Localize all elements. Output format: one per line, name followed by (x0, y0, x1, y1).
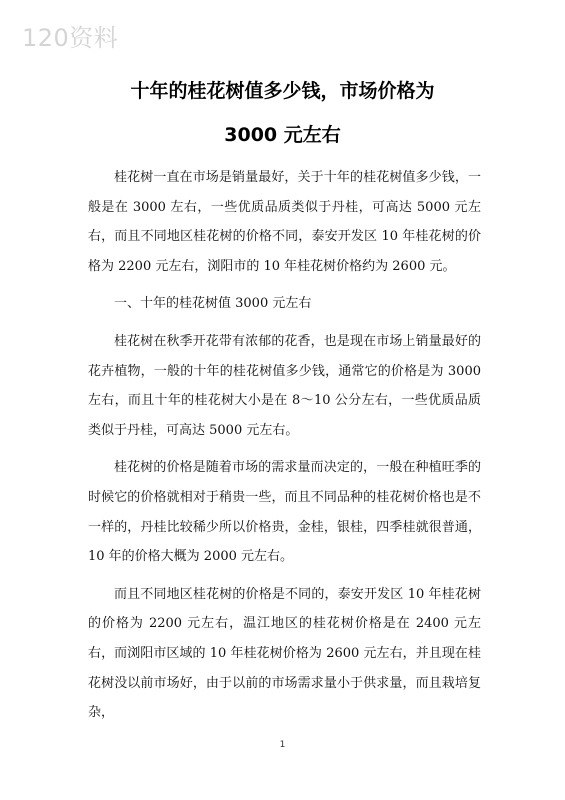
document-title-line-1: 十年的桂花树值多少钱，市场价格为 (130, 80, 435, 102)
page-number: 1 (279, 740, 286, 750)
paragraph-intro: 桂花树一直在市场是销量最好，关于十年的桂花树值多少钱，一般是在 3000 左右，一些优质品质类似于丹桂，可高达 5000 元左右，而且不同地区桂花树的价格不同，泰安开发区 10 年桂花树的价格为 2200 元左右，浏阳市的 10 年桂花树价格约为 2600 元。 (88, 170, 481, 274)
document-body (88, 163, 481, 736)
paragraph-4: 而且不同地区桂花树的价格是不同的，泰安开发区 10 年桂花树的价格为 2200 元左右，温江地区的桂花树价格是在 2400 元左右，而浏阳市区域的 10 年桂花树价格为 2600 元左右，并且现在桂花树没以前市场好，由于以前的市场需求量小于供求量，而且栽培复杂， (88, 586, 481, 721)
watermark: 120资料 (22, 24, 119, 52)
paragraph-3: 桂花树的价格是随着市场的需求量而决定的，一般在种植旺季的时候它的价格就相对于稍贵一些，而且不同品种的桂花树价格也是不一样的，丹桂比较稀少所以价格贵，金桂，银桂，四季桂就很普通，10 年的价格大概为 2000 元左右。 (88, 460, 481, 565)
paragraph-2: 桂花树在秋季开花带有浓郁的花香，也是现在市场上销量最好的花卉植物，一般的十年的桂花树值多少钱，通常它的价格是为 3000 左右，而且十年的桂花树大小是在 8～10 公分左右，一些优质品质类似于丹桂，可高达 5000 元左右。 (88, 333, 481, 438)
section-heading: 一、十年的桂花树值 3000 元左右 (114, 296, 312, 312)
document-title-line-2: 3000 元左右 (224, 124, 341, 146)
